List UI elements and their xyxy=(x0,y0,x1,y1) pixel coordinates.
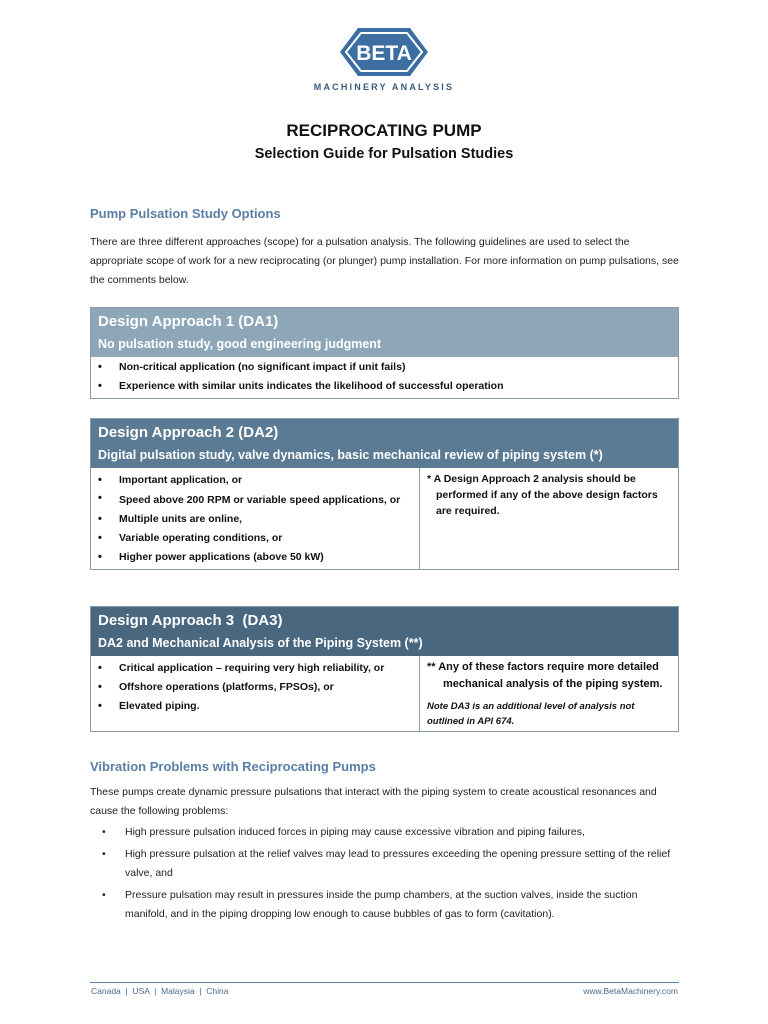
list-item: • Elevated piping. xyxy=(91,697,419,716)
vibration-paragraph: These pumps create dynamic pressure pulsations that interact with the piping system to create acoustical resonances and cause the following problems: xyxy=(90,786,657,817)
da1-list xyxy=(91,358,678,396)
da2-subtitle: Digital pulsation study, valve dynamics, basic mechanical review of piping system (*) xyxy=(98,448,603,462)
da3-list xyxy=(91,659,419,716)
da3-body xyxy=(91,656,678,731)
da3-api-note: Note DA3 is an additional level of analysis not outlined in API 674. xyxy=(427,701,635,727)
list-item: • Critical application – requiring very high reliability, or xyxy=(91,659,419,678)
da3-subtitle: DA2 and Mechanical Analysis of the Piping System (**) xyxy=(98,636,423,650)
footer-locations: Canada | USA | Malaysia | China xyxy=(91,986,229,996)
da3-note-block xyxy=(419,656,678,731)
da3-note: ** Any of these factors require more detailed mechanical analysis of the piping system. xyxy=(427,661,663,690)
da1-header xyxy=(91,308,678,357)
da2-note: * A Design Approach 2 analysis should be performed if any of the above design factors are required. xyxy=(419,468,678,569)
footer-website-link[interactable]: www.BetaMachinery.com xyxy=(583,986,678,996)
list-item: • Higher power applications (above 50 kW) xyxy=(91,548,419,567)
footer-divider xyxy=(90,982,679,983)
list-item: • Non-critical application (no significant impact if unit fails) xyxy=(91,358,678,377)
da3-header xyxy=(91,607,678,656)
vibration-problem-list xyxy=(90,823,680,925)
section-heading-study-options: Pump Pulsation Study Options xyxy=(90,206,281,221)
da2-list xyxy=(91,471,419,567)
list-item: • High pressure pulsation induced forces in piping may cause excessive vibration and piping failures, xyxy=(90,823,680,842)
intro-paragraph: There are three different approaches (scope) for a pulsation analysis. The following guidelines are used to select the appropriate scope of work for a new reciprocating (or plunger) pump installation. For more information on pump pulsations, see the comments below. xyxy=(90,236,679,286)
company-logo xyxy=(0,26,768,92)
design-approach-2-box xyxy=(90,418,679,570)
da1-title: Design Approach 1 (DA1) xyxy=(98,313,279,330)
list-item: • Variable operating conditions, or xyxy=(91,529,419,548)
list-item: • Important application, or xyxy=(91,471,419,490)
da2-header xyxy=(91,419,678,468)
logo-brand-text: BETA xyxy=(356,42,412,65)
da2-body xyxy=(91,468,678,569)
design-approach-3-box xyxy=(90,606,679,732)
list-item: • Multiple units are online, xyxy=(91,510,419,529)
design-approach-1-box xyxy=(90,307,679,399)
list-item: • Speed above 200 RPM or variable speed applications, or xyxy=(91,490,419,510)
da1-body xyxy=(91,357,678,398)
list-item: • Pressure pulsation may result in pressures inside the pump chambers, at the suction valves, inside the suction manifold, and in the piping dropping low enough to cause bubbles of gas to form (cavitation). xyxy=(90,886,680,924)
da2-title: Design Approach 2 (DA2) xyxy=(98,424,279,441)
da1-subtitle: No pulsation study, good engineering judgment xyxy=(98,337,382,351)
page-subtitle: Selection Guide for Pulsation Studies xyxy=(254,146,514,162)
list-item: • Experience with similar units indicates the likelihood of successful operation xyxy=(91,377,678,396)
page-title: RECIPROCATING PUMP xyxy=(286,121,482,140)
list-item: • Offshore operations (platforms, FPSOs), or xyxy=(91,678,419,697)
da3-title: Design Approach 3 (DA3) xyxy=(98,612,283,629)
logo-tagline: MACHINERY ANALYSIS xyxy=(313,82,455,92)
beta-hexagon-logo-icon xyxy=(338,26,430,78)
list-item: • High pressure pulsation at the relief valves may lead to pressures exceeding the opening pressure setting of the relief valve, and xyxy=(90,845,680,883)
section-heading-vibration: Vibration Problems with Reciprocating Pumps xyxy=(90,759,376,774)
